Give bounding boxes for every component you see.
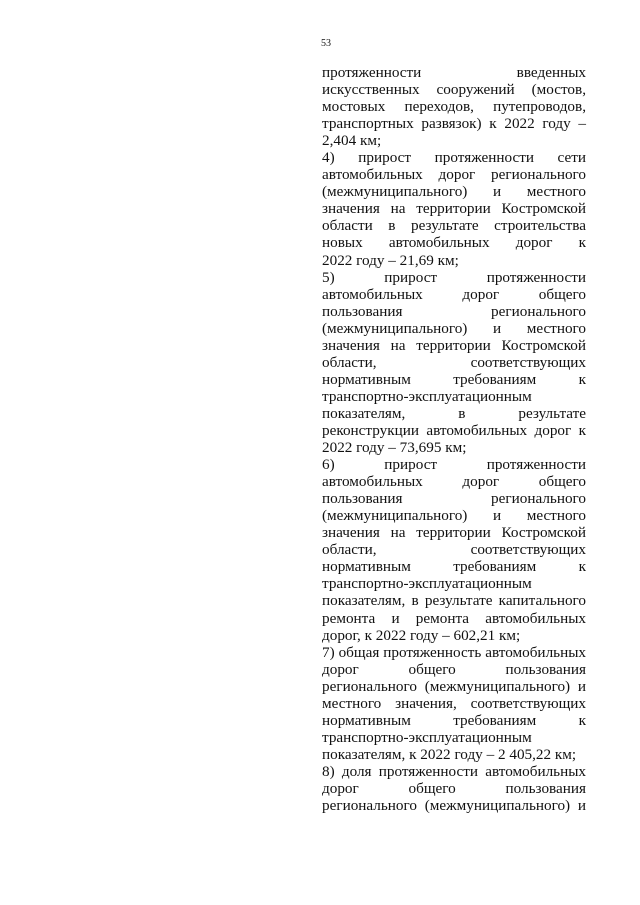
text-line: 7) общая протяженность автомобильных: [322, 643, 586, 661]
text-line: 4) прирост протяженности сети: [322, 149, 586, 167]
text-line: нормативным требованиям к: [322, 370, 586, 388]
text-line: реконструкции автомобильных дорог к: [322, 421, 586, 439]
text-line: нормативным требованиям к: [322, 558, 586, 576]
paragraph-item-7: [322, 644, 586, 763]
text-line: регионального (межмуниципального) и: [322, 677, 586, 695]
text-line: значения на территории Костромской: [322, 336, 586, 354]
text-line: регионального (межмуниципального) и: [322, 797, 586, 815]
text-line: автомобильных дорог общего: [322, 473, 586, 491]
text-line: дорог общего пользования: [322, 660, 586, 678]
document-body: [322, 64, 586, 814]
text-line: 2022 году – 21,69 км;: [322, 251, 459, 269]
paragraph-cont: [322, 64, 586, 149]
text-line: дорог общего пользования: [322, 779, 586, 797]
text-line: новых автомобильных дорог к: [322, 234, 586, 252]
text-line: нормативным требованиям к: [322, 711, 586, 729]
paragraph-item-6: [322, 456, 586, 644]
page-number: 53: [321, 38, 331, 49]
text-line: значения на территории Костромской: [322, 524, 586, 542]
text-line: транспортно-эксплуатационным: [322, 575, 532, 593]
text-line: искусственных сооружений (мостов,: [322, 81, 586, 99]
text-line: значения на территории Костромской: [322, 200, 586, 218]
text-line: 6) прирост протяженности: [322, 456, 586, 474]
text-line: 2,404 км;: [322, 132, 382, 150]
text-line: (межмуниципального) и местного: [322, 507, 586, 525]
text-line: транспортно-эксплуатационным: [322, 728, 532, 746]
text-line: транспортно-эксплуатационным: [322, 387, 532, 405]
text-line: (межмуниципального) и местного: [322, 319, 586, 337]
text-line: области в результате строительства: [322, 217, 586, 235]
paragraph-item-8: [322, 763, 586, 814]
text-line: области, соответствующих: [322, 353, 586, 371]
text-line: дорог, к 2022 году – 602,21 км;: [322, 626, 521, 644]
text-line: показателям, к 2022 году – 2 405,22 км;: [322, 745, 577, 763]
text-line: ремонта и ремонта автомобильных: [322, 609, 586, 627]
text-line: автомобильных дорог общего: [322, 285, 586, 303]
paragraph-item-4: [322, 149, 586, 268]
text-line: области, соответствующих: [322, 541, 586, 559]
text-line: показателям, в результате: [322, 404, 586, 422]
text-line: автомобильных дорог регионального: [322, 166, 586, 184]
text-line: (межмуниципального) и местного: [322, 183, 586, 201]
text-line: транспортных развязок) к 2022 году –: [322, 115, 586, 133]
text-line: 2022 году – 73,695 км;: [322, 439, 467, 457]
text-line: местного значения, соответствующих: [322, 694, 586, 712]
text-line: 8) доля протяженности автомобильных: [322, 762, 586, 780]
text-line: пользования регионального: [322, 302, 586, 320]
text-line: мостовых переходов, путепроводов,: [322, 98, 586, 116]
text-line: показателям, в результате капитального: [322, 592, 586, 610]
text-line: протяженности введенных: [322, 64, 586, 81]
text-line: пользования регионального: [322, 490, 586, 508]
text-line: 5) прирост протяженности: [322, 268, 586, 286]
paragraph-item-5: [322, 269, 586, 457]
